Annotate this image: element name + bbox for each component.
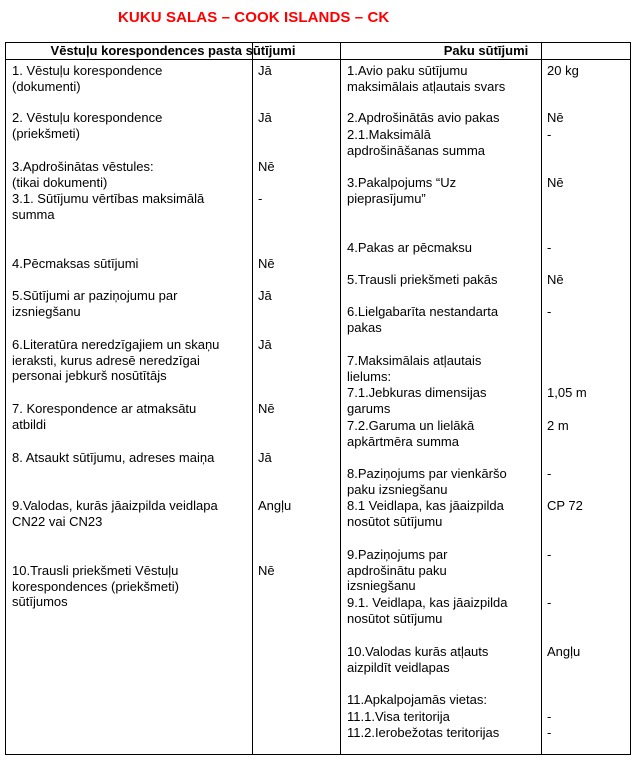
left-item-label: 6.Literatūra neredzīgajiem un skaņu ieraksti, kurus adresē neredzīgai personai jebkurš nosūtītājs [12,337,220,383]
right-item-value: - [547,304,552,319]
right-item-label: 1.Avio paku sūtījumu maksimālais atļautais svars [347,63,506,94]
right-item-label: 7.Maksimālais atļautais lielums: [347,353,482,384]
right-item-label: 11.1.Visa teritorija [347,709,450,724]
left-item-label: 9.Valodas, kurās jāaizpilda veidlapa CN22 vai CN23 [12,498,218,529]
left-item-value: Nē [258,256,275,271]
header-left: Vēstuļu korespondences pasta sūtījumi [50,43,296,58]
right-item-value: - [547,725,552,740]
right-item-label: 8.1 Veidlapa, kas jāaizpilda nosūtot sūtījumu [347,498,504,529]
left-item-label: 5.Sūtījumi ar paziņojumu par izsniegšanu [12,288,178,319]
left-item-value: Nē [258,563,275,578]
right-item-label: 7.1.Jebkuras dimensijas garums [347,385,487,416]
left-item-value: Angļu [258,498,292,513]
right-item-value: Nē [547,110,564,125]
left-item-label: 1. Vēstuļu korespondence (dokumenti) [12,63,163,94]
header-right: Paku sūtījumi [443,43,529,58]
right-item-value: 20 kg [547,63,579,78]
right-item-value: - [547,595,552,610]
info-table [5,42,631,755]
left-item-value: Jā [258,63,272,78]
left-item-value: Nē [258,401,275,416]
column-divider [340,43,341,754]
right-item-label: 11.2.Ierobežotas teritorijas [347,725,500,740]
right-item-label: 3.Pakalpojums “Uz pieprasījumu” [347,175,457,206]
left-item-label: 4.Pēcmaksas sūtījumi [12,256,139,271]
column-divider [252,43,253,754]
left-item-label: 3.1. Sūtījumu vērtības maksimālā summa [12,191,205,222]
left-item-value: Nē [258,159,275,174]
right-item-label: 9.Paziņojums par apdrošinātu paku izsniegšanu [347,547,448,593]
left-item-label: 7. Korespondence ar atmaksātu atbildi [12,401,197,432]
left-item-value: Jā [258,450,272,465]
right-item-label: 2.Apdrošinātās avio pakas [347,110,500,125]
column-divider [541,43,542,754]
left-item-label: 10.Trausli priekšmeti Vēstuļu korespondences (priekšmeti) sūtījumos [12,563,179,609]
right-item-value: 2 m [547,418,569,433]
header-divider [6,59,630,60]
left-item-value: Jā [258,337,272,352]
right-item-value: CP 72 [547,498,583,513]
left-item-label: 8. Atsaukt sūtījumu, adreses maiņa [12,450,215,465]
right-item-label: 10.Valodas kurās atļauts aizpildīt veidlapas [347,644,489,675]
left-item-value: - [258,191,263,206]
right-item-value: - [547,127,552,142]
right-item-label: 8.Paziņojums par vienkāršo paku izsniegšanu [347,466,507,497]
right-item-label: 11.Apkalpojamās vietas: [347,692,487,707]
right-item-value: 1,05 m [547,385,587,400]
right-item-label: 5.Trausli priekšmeti pakās [347,272,498,287]
right-item-label: 9.1. Veidlapa, kas jāaizpilda nosūtot sūtījumu [347,595,508,626]
right-item-value: Nē [547,175,564,190]
left-item-label: 2. Vēstuļu korespondence (priekšmeti) [12,110,163,141]
right-item-value: - [547,240,552,255]
right-item-label: 7.2.Garuma un lielākā apkārtmēra summa [347,418,475,449]
left-item-value: Jā [258,110,272,125]
page-title: KUKU SALAS – COOK ISLANDS – CK [118,9,390,26]
left-item-value: Jā [258,288,272,303]
left-item-label: 3.Apdrošinātas vēstules: (tikai dokumenti) [12,159,154,190]
right-item-label: 6.Lielgabarīta nestandarta pakas [347,304,499,335]
right-item-value: Angļu [547,644,581,659]
right-item-label: 2.1.Maksimālā apdrošināšanas summa [347,127,486,158]
right-item-value: - [547,547,552,562]
right-item-value: - [547,709,552,724]
right-item-value: Nē [547,272,564,287]
right-item-label: 4.Pakas ar pēcmaksu [347,240,473,255]
right-item-value: - [547,466,552,481]
